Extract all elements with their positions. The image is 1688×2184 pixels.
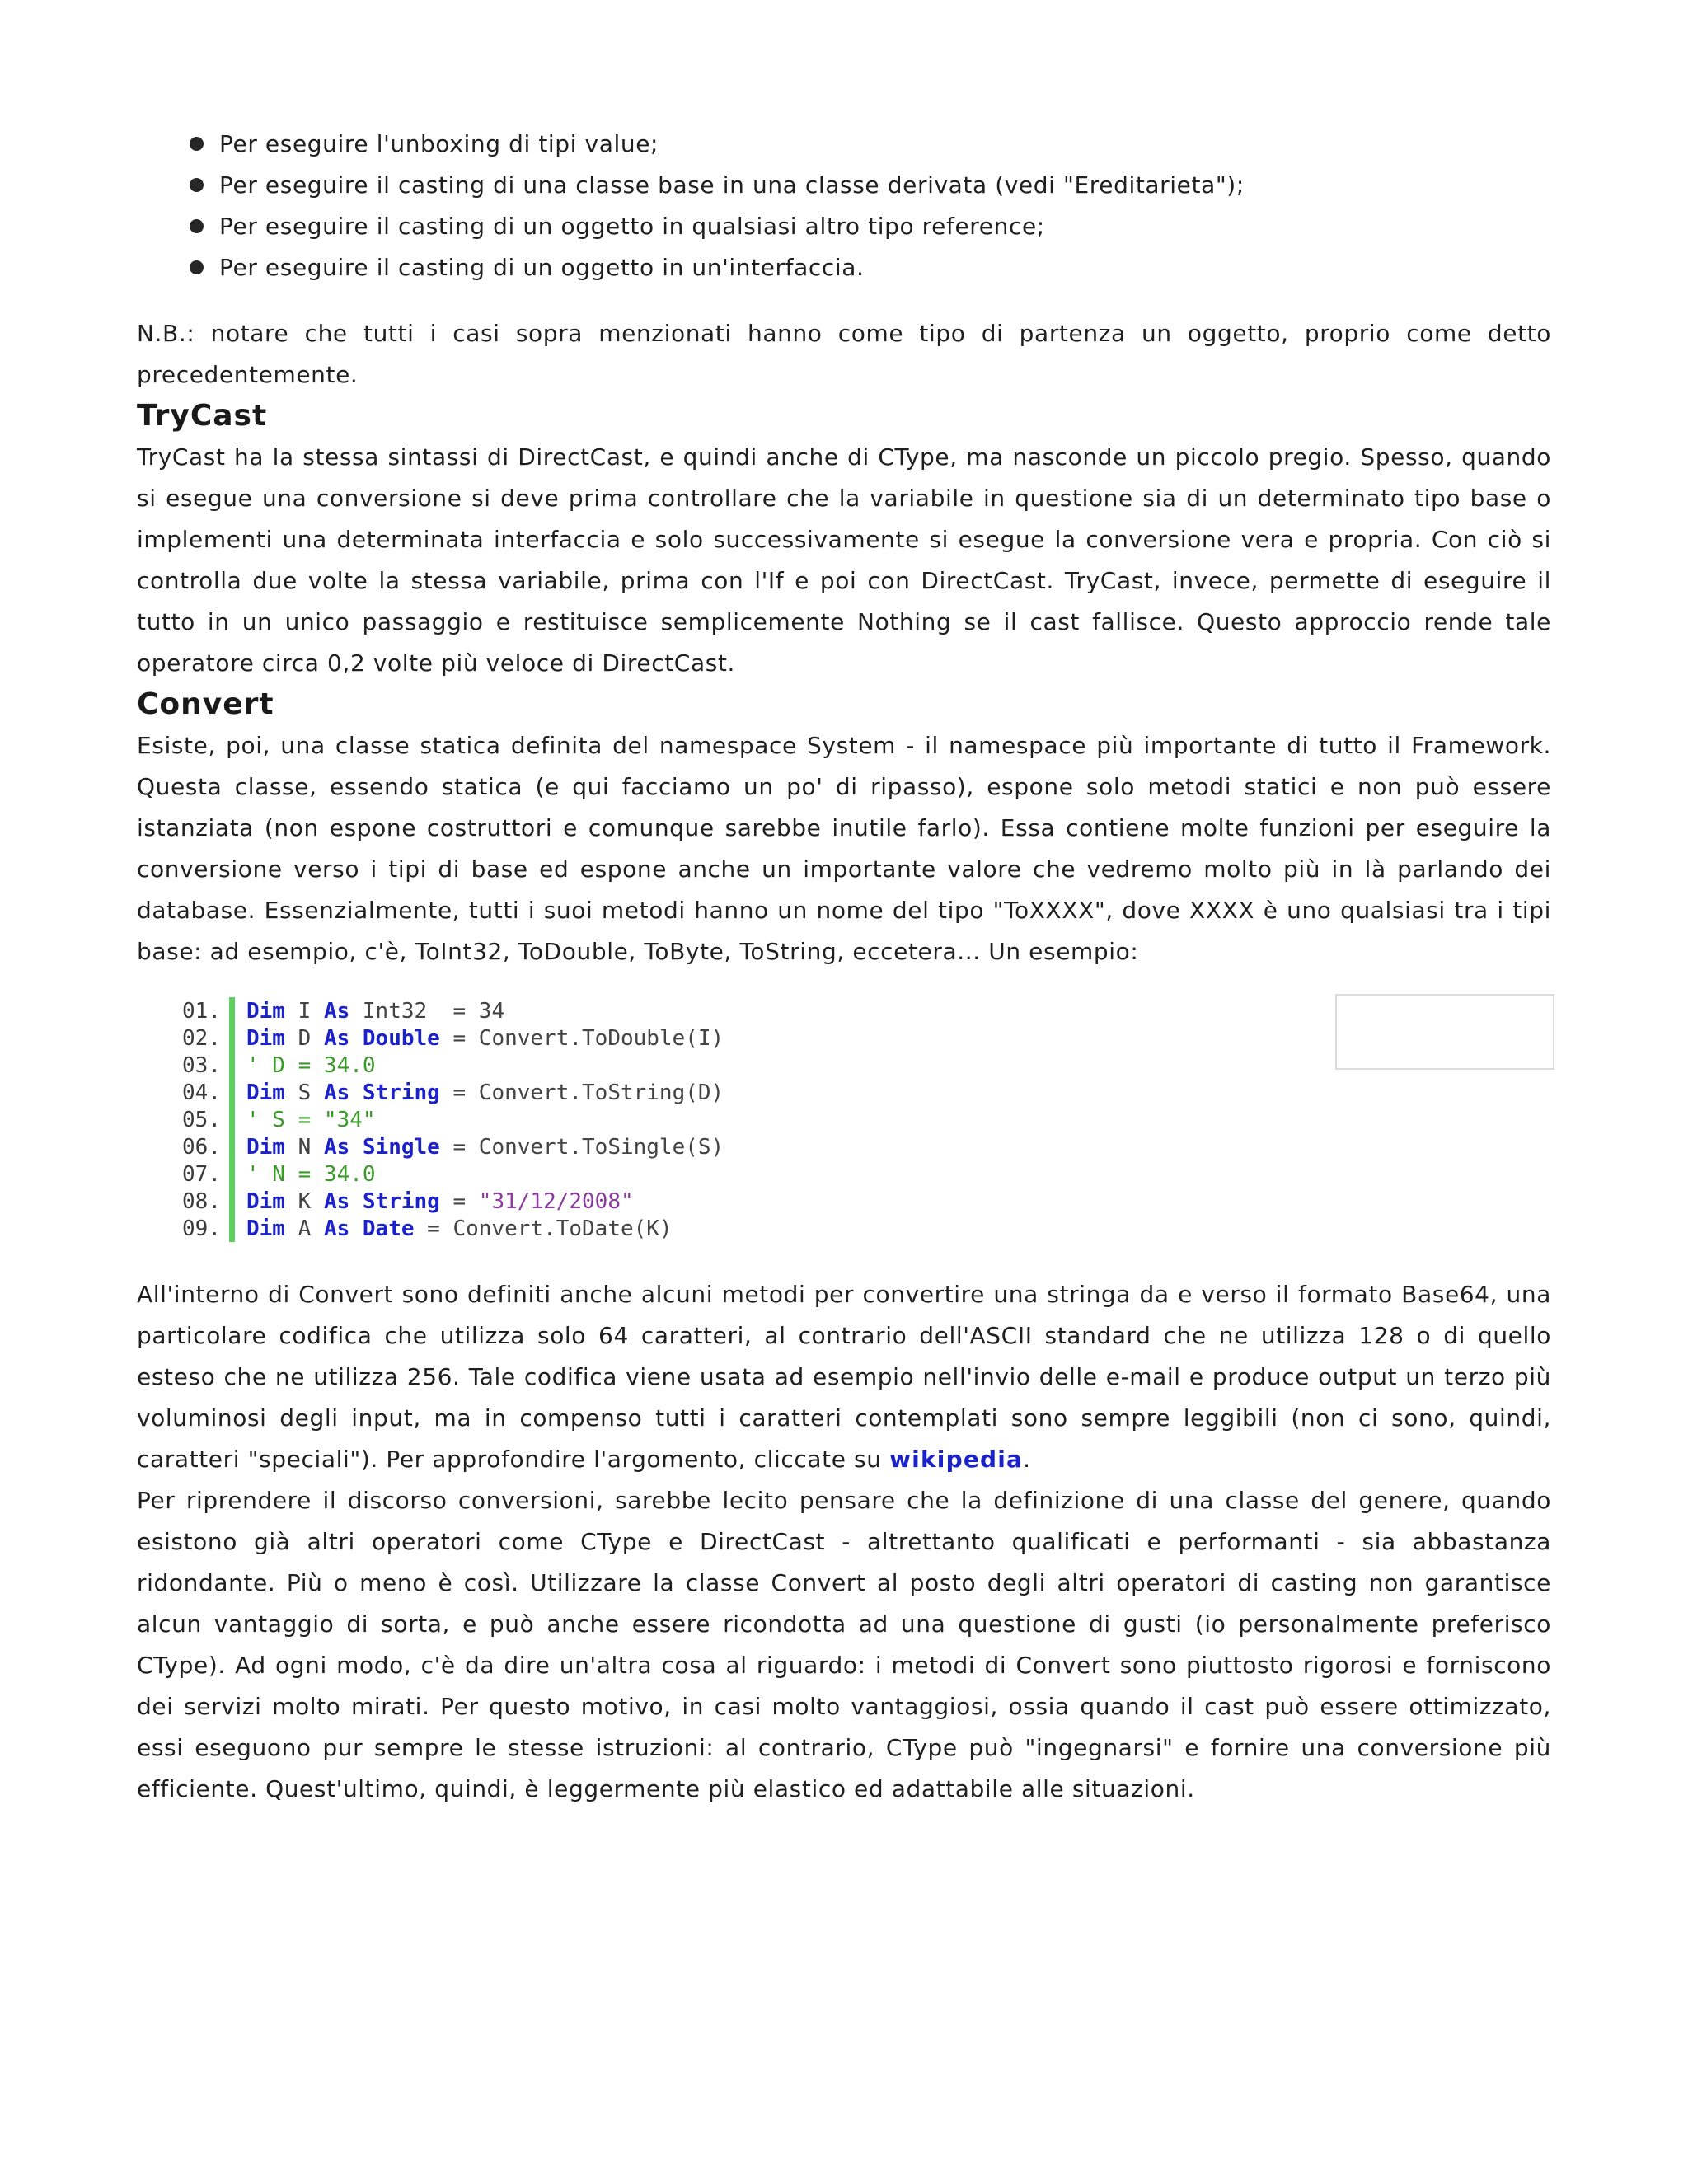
code-block [137,997,1551,1249]
wikipedia-link[interactable]: wikipedia [889,1446,1024,1473]
line-bar [229,1052,235,1079]
line-number: 06. [182,1134,221,1160]
list-item-text: Per eseguire il casting di una classe base in una classe derivata (vedi "Ereditarieta"); [219,171,1245,199]
article-content [137,124,1551,1810]
line-bar [229,1188,235,1215]
line-number: 04. [182,1080,221,1105]
base64-paragraph: All'interno di Convert sono definiti anche alcuni metodi per convertire una stringa da e verso il formato Base64, una particolare codifica che utilizza solo 64 caratteri, al contrario dell'ASCII standard che ne utilizza 128 o di quello esteso che ne utilizza 256. Tale codifica viene usata ad esempio nell'invio delle e-mail e produce output un terzo più voluminosi degli input, ma in compenso tutti i caratteri contemplati sono sempre leggibili (non ci sono, quindi, caratteri "speciali"). Per approfondire l'argomento, cliccate su wikipedia. [137,1281,1551,1473]
code-line [170,1188,724,1215]
code-text: Dim N As Single = Convert.ToSingle(S) [246,1134,724,1160]
code-line [170,1052,724,1079]
code-text: Dim S As String = Convert.ToString(D) [246,1080,724,1105]
code-line [170,1133,724,1160]
bullet-icon [190,137,204,151]
line-bar [229,1215,235,1242]
bullet-icon [190,219,204,233]
code-line [170,1106,724,1133]
code-line [170,1215,724,1242]
list-item-text: Per eseguire l'unboxing di tipi value; [219,130,659,157]
line-number: 05. [182,1107,221,1132]
line-bar [229,997,235,1024]
code-line [170,1160,724,1188]
line-bar [229,1160,235,1188]
code-lines [170,997,724,1242]
code-comment: ' D = 34.0 [246,1052,376,1078]
list-item [219,206,1551,247]
bullet-list [137,124,1551,288]
list-item [219,165,1551,206]
convert-intro-paragraph: Esiste, poi, una classe statica definita del namespace System - il namespace più importante di tutto il Framework. Questa classe, essendo statica (e qui facciamo un po' di ripasso), espone solo metodi statici e non può essere istanziata (non espone costruttori e comunque sarebbe inutile farlo). Essa contiene molte funzioni per eseguire la conversione verso i tipi di base ed espone anche un importante valore che vedremo molto più in là parlando dei database. Essenzialmente, tutti i suoi metodi hanno un nome del tipo "ToXXXX", dove XXXX è uno qualsiasi tra i tipi base: ad esempio, c'è, ToInt32, ToDouble, ToByte, ToString, eccetera... Un esempio: [137,732,1551,965]
line-number: 08. [182,1188,221,1214]
code-toolbar-box [1335,994,1554,1070]
code-comment: ' S = "34" [246,1107,376,1132]
code-text: Dim I As Int32 = 34 [246,998,505,1024]
line-bar [229,1079,235,1106]
final-paragraph: Per riprendere il discorso conversioni, sarebbe lecito pensare che la definizione di una classe del genere, quando esistono già altri operatori come CType e DirectCast - altrettanto qualificati e performanti - sia abbastanza ridondante. Più o meno è così. Utilizzare la classe Convert al posto degli altri operatori di casting non garantisce alcun vantaggio di sorta, e può anche essere ricondotta ad una questione di gusti (io personalmente preferisco CType). Ad ogni modo, c'è da dire un'altra cosa al riguardo: i metodi di Convert sono piuttosto rigorosi e forniscono dei servizi molto mirati. Per questo motivo, in casi molto vantaggiosi, ossia quando il cast può essere ottimizzato, essi eseguono pur sempre le stesse istruzioni: al contrario, CType può "ingegnarsi" e fornire una conversione più efficiente. Quest'ultimo, quindi, è leggermente più elastico ed adattabile alle situazioni. [137,1487,1551,1802]
code-comment: ' N = 34.0 [246,1161,376,1187]
list-item [219,124,1551,165]
bullet-icon [190,178,204,192]
line-number: 07. [182,1161,221,1187]
list-item-text: Per eseguire il casting di un oggetto in qualsiasi altro tipo reference; [219,213,1045,240]
code-text: Dim A As Date = Convert.ToDate(K) [246,1216,673,1241]
bullet-icon [190,260,204,274]
section-title-trycast: TryCast [137,399,268,433]
list-item [219,247,1551,288]
line-number: 03. [182,1052,221,1078]
code-line [170,997,724,1024]
code-text: Dim K As String = "31/12/2008" [246,1188,634,1214]
code-line [170,1079,724,1106]
list-item-text: Per eseguire il casting di un oggetto in un'interfaccia. [219,254,865,281]
section-title-convert: Convert [137,687,274,721]
line-number: 02. [182,1025,221,1051]
line-bar [229,1106,235,1133]
line-number: 01. [182,998,221,1024]
line-bar [229,1024,235,1052]
line-number: 09. [182,1216,221,1241]
code-line [170,1024,724,1052]
nb-paragraph: N.B.: notare che tutti i casi sopra menzionati hanno come tipo di partenza un oggetto, proprio come detto precedentemente. [137,320,1551,388]
code-text: Dim D As Double = Convert.ToDouble(I) [246,1025,724,1051]
line-bar [229,1133,235,1160]
trycast-paragraph: TryCast ha la stessa sintassi di DirectCast, e quindi anche di CType, ma nasconde un piccolo pregio. Spesso, quando si esegue una conversione si deve prima controllare che la variabile in questione sia di un determinato tipo base o implementi una determinata interfaccia e solo successivamente si esegue la conversione vera e propria. Con ciò si controlla due volte la stessa variabile, prima con l'If e poi con DirectCast. TryCast, invece, permette di eseguire il tutto in un unico passaggio e restituisce semplicemente Nothing se il cast fallisce. Questo approccio rende tale operatore circa 0,2 volte più veloce di DirectCast. [137,443,1551,677]
